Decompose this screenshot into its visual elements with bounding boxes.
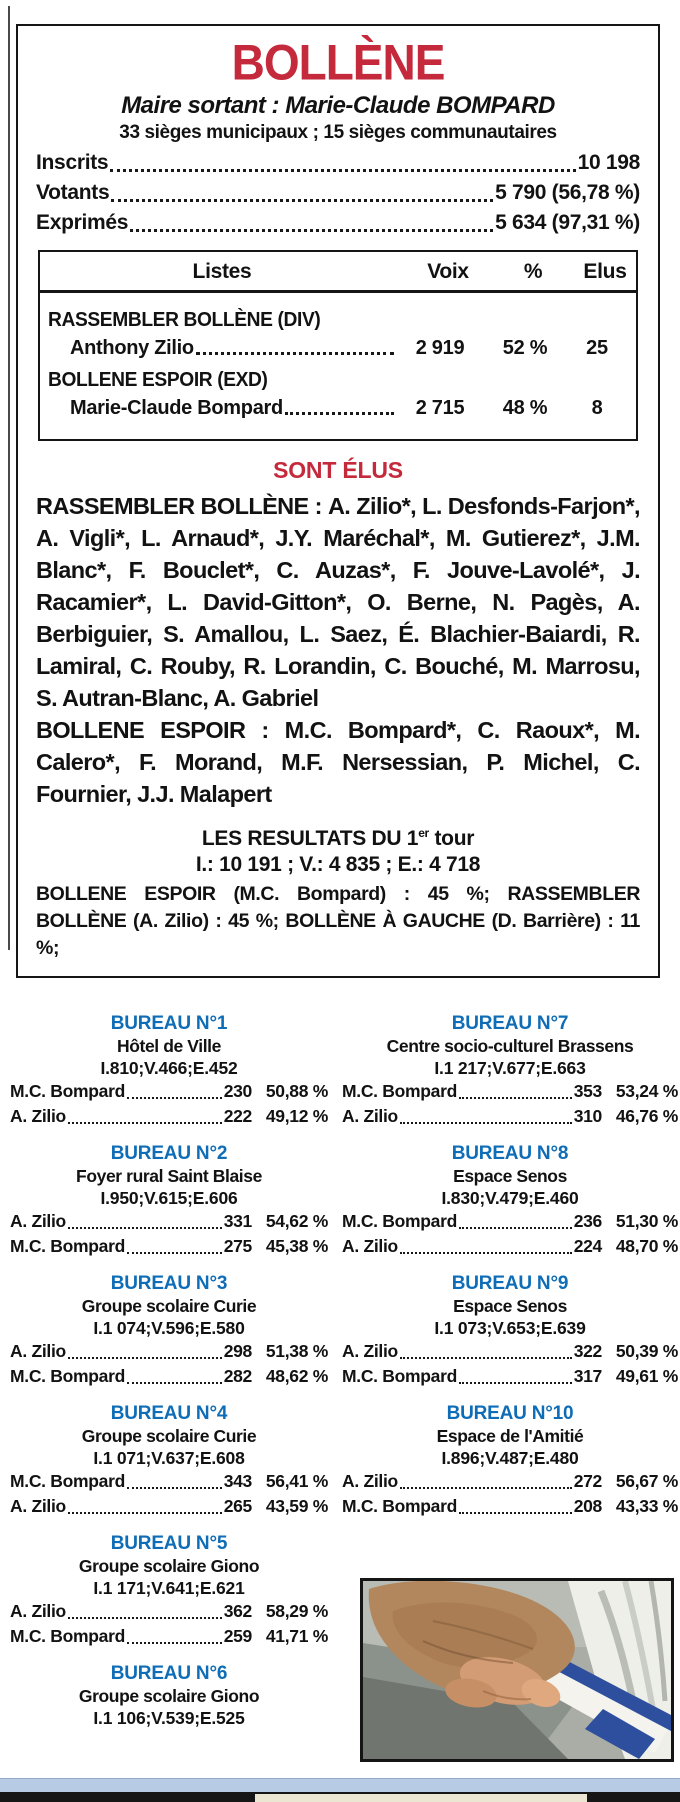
candidate-name: M.C. Bompard [342,1496,458,1516]
bureau-8 [342,1142,678,1259]
percentage: 56,67 % [615,1471,678,1491]
dotted-leader [68,1357,222,1359]
results-card [16,24,660,978]
candidate-name: A. Zilio [10,1496,66,1516]
bureau-totals: I.950;V.615;E.606 [100,1188,238,1208]
elected-heading: SONT ÉLUS [273,457,403,484]
bureau-totals: I.896;V.487;E.480 [441,1448,579,1468]
elus-cell: 25 [586,337,608,360]
bureau-result-row [342,1339,678,1364]
bureau-3 [10,1272,328,1389]
bureau-title: BUREAU N°1 [110,1013,228,1034]
votes: 208 [573,1496,602,1516]
bureau-result-row [10,1209,328,1234]
dotted-leader [68,1512,222,1514]
dotted-leader [127,1487,222,1489]
bureau-result-row [10,1599,328,1624]
candidate-name: A. Zilio [10,1341,66,1361]
percentage: 41,71 % [265,1626,328,1646]
stat-label: Votants [36,181,110,205]
bureau-result-row [342,1079,678,1104]
candidate-name: M.C. Bompard [10,1471,126,1491]
bureau-totals: I.1 171;V.641;E.621 [93,1578,245,1598]
candidate-name: A. Zilio [10,1106,66,1126]
dotted-leader [459,1382,572,1384]
bureau-1 [10,1012,328,1129]
bureau-title: BUREAU N°9 [451,1273,569,1294]
bureau-totals: I.1 074;V.596;E.580 [93,1318,245,1338]
candidate-name: A. Zilio [342,1106,398,1126]
bureau-title: BUREAU N°5 [110,1533,228,1554]
col-header-pct: % [523,260,543,284]
bureau-result-row [342,1209,678,1234]
candidate-name-cell [48,335,396,361]
candidate-name-cell [48,395,396,421]
dotted-leader [400,1122,572,1124]
results-table-header [40,252,636,293]
votes: 322 [573,1341,602,1361]
votes: 298 [223,1341,252,1361]
dotted-leader [459,1097,572,1099]
bureau-5 [10,1532,328,1649]
voix-cell: 2 715 [415,397,465,420]
percentage: 45,38 % [265,1236,328,1256]
dotted-leader [127,1097,222,1099]
votes: 353 [573,1081,602,1101]
candidate-name: M.C. Bompard [342,1211,458,1231]
candidate-name: M.C. Bompard [10,1236,126,1256]
percentage: 43,59 % [265,1496,328,1516]
dotted-leader [400,1252,572,1254]
dotted-leader [68,1617,222,1619]
first-round-totals: I.: 10 191 ; V.: 4 835 ; E.: 4 718 [195,853,481,877]
elected-names: M.C. Bompard*, C. Raoux*, M. Calero*, F. Morand, M.F. Nersessian, P. Michel, C. Fournier, J.J. Malapert [36,717,641,808]
elected-list-label: BOLLENE ESPOIR : [36,717,285,744]
bureau-result-row [10,1339,328,1364]
table-row-list-name: BOLLENE ESPOIR (EXD) [48,369,268,392]
bureau-venue: Groupe scolaire Giono [78,1556,260,1576]
stat-value: 5 790 (56,78 %) [495,181,640,205]
percentage: 48,70 % [615,1236,678,1256]
elected-list-label: RASSEMBLER BOLLÈNE : [36,493,328,520]
pct-cell: 52 % [502,337,548,360]
votes: 331 [223,1211,252,1231]
bureau-venue: Espace Senos [453,1296,567,1316]
stat-value: 10 198 [577,151,640,175]
city-title: BOLLÈNE [231,33,445,91]
percentage: 49,12 % [265,1106,328,1126]
percentage: 51,30 % [615,1211,678,1231]
votes: 272 [573,1471,602,1491]
elected-paragraph [36,490,640,810]
stat-row-exprimes [36,208,640,238]
candidate-name: A. Zilio [10,1211,66,1231]
dotted-leader [400,1487,572,1489]
votes: 282 [223,1366,252,1386]
dotted-leader [68,1227,222,1229]
votes: 259 [223,1626,252,1646]
votes: 224 [573,1236,602,1256]
bureau-9 [342,1272,678,1389]
bureau-totals: I.1 073;V.653;E.639 [434,1318,586,1338]
first-round-detail: BOLLENE ESPOIR (M.C. Bompard) : 45 %; RASSEMBLER BOLLÈNE (A. Zilio) : 45 %; BOLLÈNE À GAUCHE (D. Barrière) : 11 %; [36,883,640,960]
bureau-result-row [10,1234,328,1259]
percentage: 56,41 % [265,1471,328,1491]
bureau-result-row [342,1469,678,1494]
dotted-leader [459,1512,572,1514]
votes: 222 [223,1106,252,1126]
bureau-title: BUREAU N°4 [110,1403,228,1424]
col-header-voix: Voix [427,260,469,284]
bureau-result-row [10,1364,328,1389]
bureau-venue: Espace Senos [453,1166,567,1186]
next-article-band [0,1778,680,1793]
table-row-candidate [48,395,628,421]
bureau-venue: Centre socio-culturel Brassens [386,1036,634,1056]
bureau-result-row [10,1624,328,1649]
first-round-title-sup: er [418,826,429,841]
votes: 236 [573,1211,602,1231]
percentage: 48,62 % [265,1366,328,1386]
percentage: 54,62 % [265,1211,328,1231]
bureau-result-row [342,1104,678,1129]
dotted-leader [285,412,394,415]
stat-row-inscrits [36,148,640,178]
col-header-listes: Listes [192,260,252,284]
bureau-venue: Espace de l'Amitié [436,1426,584,1446]
bureau-totals: I.1 071;V.637;E.608 [93,1448,245,1468]
bureau-result-row [342,1234,678,1259]
ballot-photo [360,1578,674,1762]
ballot-photo-illustration [363,1581,671,1759]
percentage: 46,76 % [615,1106,678,1126]
dotted-leader [110,169,575,172]
stat-label: Inscrits [36,151,109,175]
dotted-leader [196,352,394,355]
bureau-result-row [342,1494,678,1519]
bureau-result-row [342,1364,678,1389]
results-table [38,250,638,441]
dotted-leader [130,229,493,232]
bureau-result-row [10,1494,328,1519]
percentage: 50,39 % [615,1341,678,1361]
votes: 343 [223,1471,252,1491]
candidate-name: M.C. Bompard [10,1626,126,1646]
stat-row-votants [36,178,640,208]
incumbent-mayor-line: Maire sortant : Marie-Claude BOMPARD [121,92,555,120]
dotted-leader [127,1642,222,1644]
stat-label: Exprimés [36,211,129,235]
percentage: 50,88 % [265,1081,328,1101]
dotted-leader [400,1357,572,1359]
dotted-leader [68,1122,222,1124]
bureau-10 [342,1402,678,1519]
bureau-totals: I.810;V.466;E.452 [100,1058,238,1078]
bureau-4 [10,1402,328,1519]
bureau-7 [342,1012,678,1129]
bureau-venue: Foyer rural Saint Blaise [76,1166,262,1186]
elected-names: A. Zilio*, L. Desfonds-Farjon*, A. Vigli*, L. Arnaud*, J.Y. Maréchal*, M. Gutierez*, J.M. Blanc*, F. Bouclet*, C. Auzas*, F. Jouve-Lavolé*, J. Racamier*, L. David-Gitton*, O. Berne, N. Pagès, A. Berbiguier, S. Amallou, L. Saez, É. Blachier-Baiardi, R. Lamiral, C. Rouby, R. Lorandin, C. Bouché, M. Marrosu, S. Autran-Blanc, A. Gabriel [36,493,640,712]
percentage: 53,24 % [615,1081,678,1101]
votes: 362 [223,1601,252,1621]
votes: 275 [223,1236,252,1256]
table-row-candidate [48,335,628,361]
dotted-leader [127,1252,222,1254]
column-rule [8,6,10,950]
stat-value: 5 634 (97,31 %) [495,211,640,235]
candidate-name: M.C. Bompard [342,1366,458,1386]
candidate-name: A. Zilio [342,1471,398,1491]
bureaus-right-column [342,1012,678,1762]
bureau-title: BUREAU N°7 [451,1013,569,1034]
candidate-name: Anthony Zilio [70,337,194,360]
votes: 317 [573,1366,602,1386]
votes: 230 [223,1081,252,1101]
candidate-name: M.C. Bompard [342,1081,458,1101]
bureau-venue: Hôtel de Ville [117,1036,221,1056]
bureau-totals: I.1 217;V.677;E.663 [434,1058,586,1078]
bureau-result-row [10,1079,328,1104]
candidate-name: A. Zilio [10,1601,66,1621]
bureaus-section [10,1012,678,1762]
candidate-name: M.C. Bompard [10,1366,126,1386]
candidate-name: A. Zilio [342,1341,398,1361]
bureau-title: BUREAU N°10 [446,1403,574,1424]
bureau-venue: Groupe scolaire Giono [78,1686,260,1706]
bureau-title: BUREAU N°2 [110,1143,228,1164]
percentage: 51,38 % [265,1341,328,1361]
table-row-list-name: RASSEMBLER BOLLÈNE (DIV) [48,309,321,332]
seats-line: 33 sièges municipaux ; 15 sièges communautaires [119,122,557,144]
bureau-title: BUREAU N°8 [451,1143,569,1164]
bureau-venue: Groupe scolaire Curie [81,1426,257,1446]
next-article-inner [255,1794,587,1802]
elus-cell: 8 [591,397,603,420]
voix-cell: 2 919 [415,337,465,360]
first-round-title [36,826,640,851]
percentage: 49,61 % [615,1366,678,1386]
first-round-title-suffix: tour [428,827,475,851]
candidate-name: Marie-Claude Bompard [70,397,283,420]
candidate-name: M.C. Bompard [10,1081,126,1101]
bureau-venue: Groupe scolaire Curie [81,1296,257,1316]
bureau-result-row [10,1469,328,1494]
bureau-totals: I.1 106;V.539;E.525 [93,1708,245,1728]
first-round-title-prefix: LES RESULTATS DU 1 [201,827,419,851]
dotted-leader [111,199,493,202]
votes: 310 [573,1106,602,1126]
candidate-name: A. Zilio [342,1236,398,1256]
bureau-result-row [10,1104,328,1129]
dotted-leader [127,1382,222,1384]
dotted-leader [459,1227,572,1229]
bureau-title: BUREAU N°3 [110,1273,228,1294]
bureau-6 [10,1662,328,1729]
votes: 265 [223,1496,252,1516]
bureau-2 [10,1142,328,1259]
bureaus-left-column [10,1012,328,1762]
bureau-totals: I.830;V.479;E.460 [441,1188,579,1208]
results-table-body [40,293,636,439]
bureau-title: BUREAU N°6 [110,1663,228,1684]
col-header-elus: Elus [583,260,627,284]
percentage: 58,29 % [265,1601,328,1621]
pct-cell: 48 % [502,397,548,420]
percentage: 43,33 % [615,1496,678,1516]
